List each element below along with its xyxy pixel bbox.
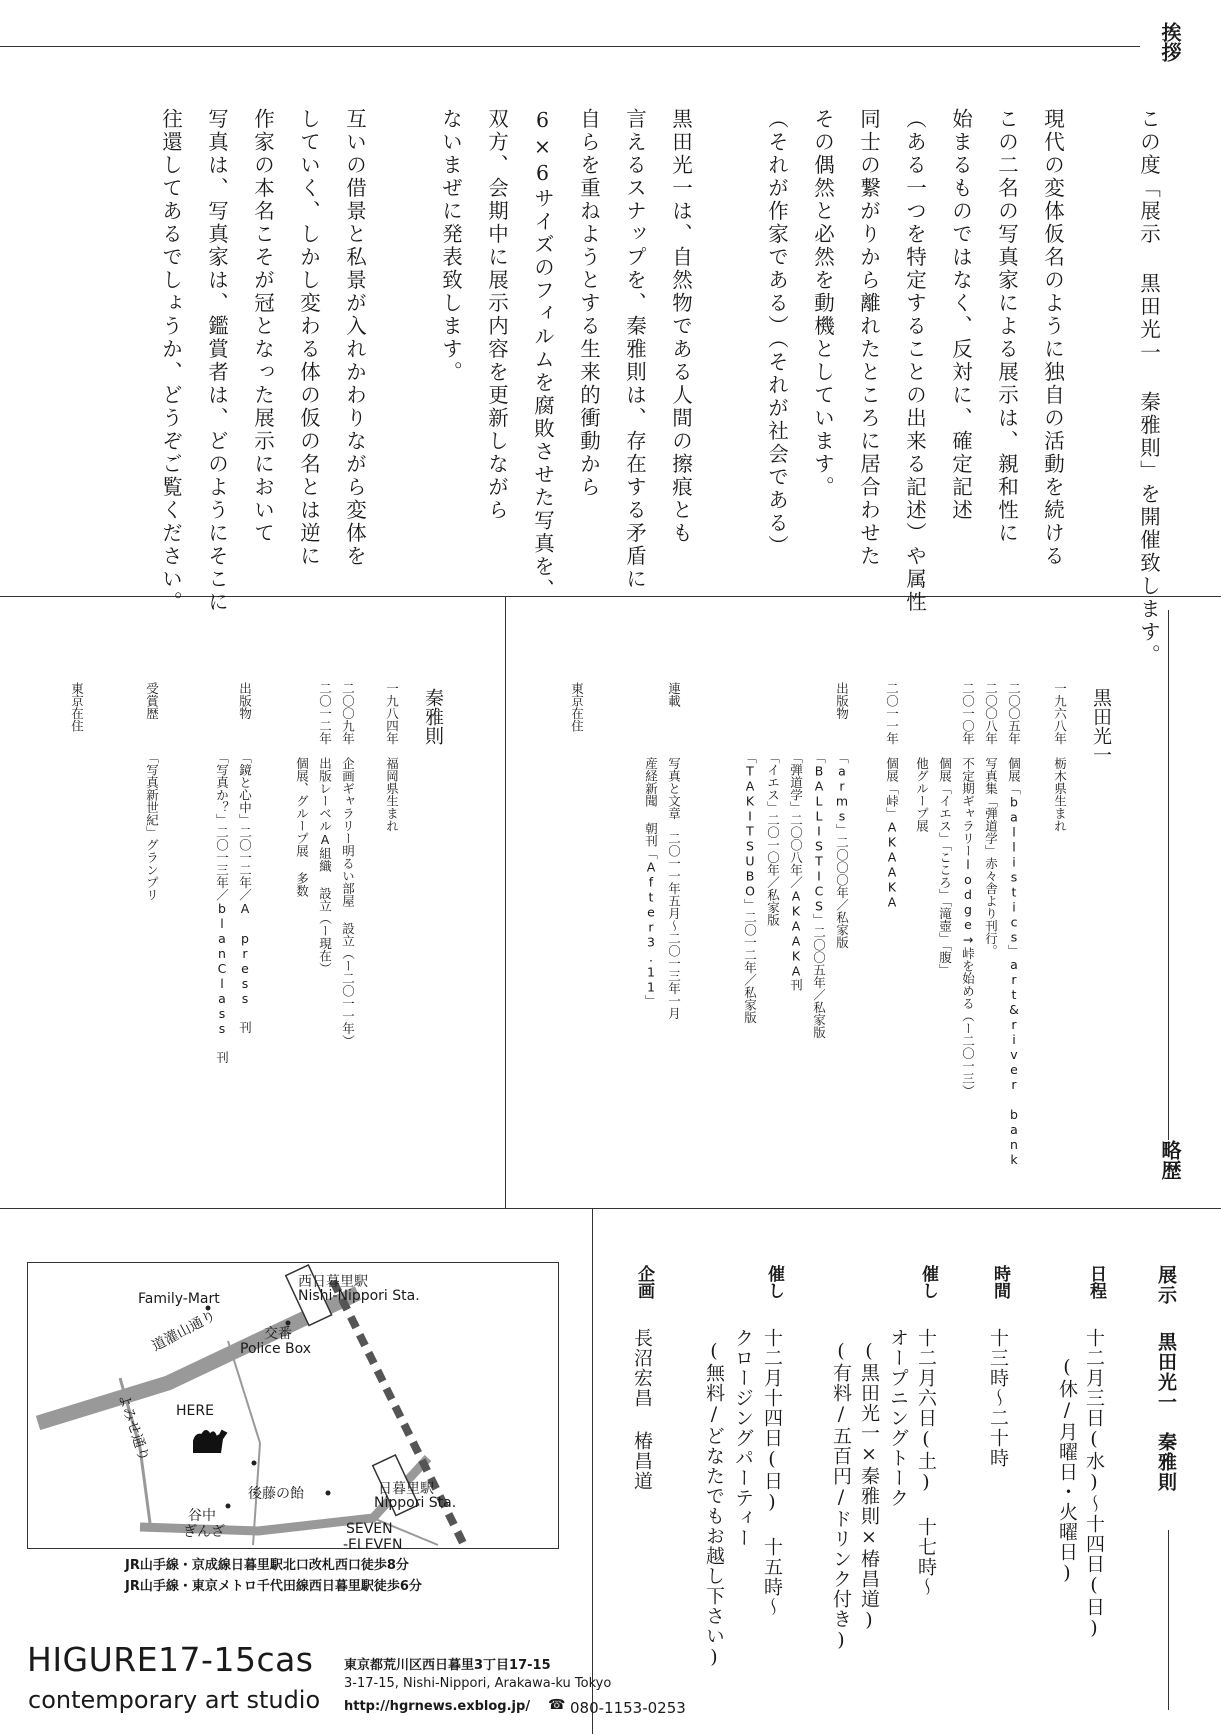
hata-bio-line: 二〇一二年 出版レーベルA組織 設立（ー現在） [317,682,333,975]
yanaka-label-1: 谷中 [188,1508,216,1524]
kuroda-bio-line: 連載 写真と文章 二〇一一年五月〜二〇一三年一月 [666,682,682,1020]
greeting-column: （それが作家である）（それが社会である） [764,108,789,558]
venue-logo-sub: contemporary art studio [28,1686,321,1714]
seven-eleven-dot [326,1491,331,1496]
schedule-label: 日程 [1086,1265,1106,1299]
kuroda-bio-line: 「イエス」二〇一〇年／私家版 [765,682,781,926]
kuroda-bio-line: 二〇一〇年 不定期ギャラリーlodge→峠を始める（ー二〇一三） [960,682,976,1097]
event1-date: 十二月六日(土) 十七時〜 [915,1328,937,1597]
event2-date: 十二月十四日(日) 十五時〜 [761,1328,783,1617]
greeting-column: 黒田光一は、自然物である人間の擦痕とも [668,108,693,545]
exhibition-heading-rule [1168,1530,1169,1710]
greeting-column: 互いの借景と私景が入れかわりながら変体を [342,108,367,568]
closed-days: (休/月曜日・火曜日) [1056,1356,1078,1585]
kuroda-bio-line: 産経新聞 朝刊「After3.11」 [643,682,659,1007]
planning-label: 企画 [634,1265,654,1299]
goto-label: 後藤の飴 [248,1486,304,1502]
hata-name: 秦雅則 [422,688,444,745]
koban-label: 交番 [264,1326,292,1342]
event2-name: クロージングパーティー [732,1328,754,1548]
greeting-column: 6×6サイズのフィルムを腐敗させた写真を、 [530,108,555,602]
greeting-column: 写真は、写真家は、鑑賞者は、どのようにそこに [204,108,229,614]
kuroda-bio-line: 「弾道学」二〇〇八年／AKAAKA刊 [788,682,804,991]
kuroda-bio-line: 個展「イエス」「こころ」「滝壺」「腹」 [937,682,953,976]
kuroda-bio-line: 一九六八年 栃木県生まれ [1052,682,1068,832]
greeting-bottom-rule [0,596,1221,597]
station1-en-label: Nishi-Nippori Sta. [298,1288,420,1304]
event1-note: (有料/五百円/ドリンク付き) [830,1340,852,1652]
kuroda-bio-line: 二〇〇五年 個展「ballistics」art&river bank [1006,682,1022,1167]
kuroda-bio-line: 二〇〇八年 写真集「弾道学」赤々舎より刊行。 [983,682,999,957]
hata-bio-line: 「写真か？」二〇一三年／blanClass 刊 [214,682,230,1064]
greeting-column: 往還してあるでしょうか、どうぞご覧ください。 [158,108,183,614]
map-drawing [28,1263,558,1548]
kuroda-bio-line: 出版物 「arms」二〇〇〇年／私家版 [834,682,850,949]
venue-address-ja: 東京都荒川区西日暮里3丁目17-15 [344,1658,551,1673]
seven-label-1: SEVEN [346,1521,393,1537]
greeting-column: 始まるものではなく、反対に、確定記述 [948,108,973,522]
top-rule [0,46,1140,47]
kuroda-name: 黒田光一 [1090,688,1112,764]
yanaka-label-2: ぎんざ [183,1524,225,1540]
greeting-column: （ある一つを特定することの出来る記述）や属性 [902,108,927,614]
venue-url[interactable]: http://hgrnews.exblog.jp/ [344,1699,531,1714]
street1-label: 道灌山通り [149,1307,219,1355]
event1-name: オープニングトーク [887,1328,909,1508]
kuroda-bio-line: 「TAKITSUBO」二〇一二年／私家版 [742,682,758,1024]
hata-bio-line: 出版物 「鏡と心中」二〇一二年／A press 刊 [237,682,253,1034]
hata-bio-line: 一九八四年 福岡県生まれ [384,682,400,832]
greeting-column: この度「展示 黒田光一 秦雅則」を開催致します。 [1136,108,1161,667]
kuroda-bio-line: 二〇一一年 個展「峠」AKAAKA [884,682,900,910]
profile-heading: 略歴 [1158,1140,1182,1180]
profile-divider [505,596,506,1208]
hata-bio-line: 受賞歴 「写真新世紀」グランプリ [144,682,160,901]
profile-heading-rule [1168,610,1169,1140]
venue-phone: 080-1153-0253 [570,1699,686,1717]
venue-logo: HIGURE17-15cas [27,1640,314,1679]
greeting-column: していく、しかし変わる体の仮の名とは逆に [296,108,321,568]
venue-address-en: 3-17-15, Nishi-Nippori, Arakawa-ku Tokyo [344,1676,612,1691]
access-line-2: JR山手線・東京メトロ千代田線西日暮里駅徒歩6分 [125,1579,422,1594]
greeting-column: 作家の本名こそが冠となった展示において [250,108,275,545]
family-mart-label: Family-Mart [138,1291,220,1307]
access-map [27,1262,559,1553]
hata-bio-line: 個展、グループ展 多数 [294,682,310,897]
greeting-heading: 挨拶 [1158,22,1182,62]
greeting-column: この二名の写真家による展示は、親和性に [994,108,1019,545]
greeting-column: 同士の繋がりから離れたところに居合わせた [856,108,881,568]
greeting-column: ないまぜに発表致します。 [438,108,463,384]
bottom-divider [592,1208,593,1734]
kuroda-bio-line: 「BALLISTICS」二〇〇五年／私家版 [811,682,827,1039]
event1-label: 催し [918,1265,938,1299]
schedule-value: 十二月三日(水)〜十四日(日) [1083,1328,1105,1640]
kuroda-bio-line: 東京在住 [569,682,585,732]
exhibition-title-label: 展示 [1155,1265,1177,1305]
event2-label: 催し [764,1265,784,1299]
greeting-column: 自らを重ねようとする生来的衝動から [576,108,601,499]
planning-value: 長沼宏昌 椿昌道 [631,1328,653,1491]
yanaka-dot [226,1504,231,1509]
station2-en-label: Nippori Sta. [374,1495,457,1511]
police-box-label: Police Box [240,1341,312,1357]
hata-bio-line: 二〇〇九年 企画ギャラリー明るい部屋 設立（ー二〇一一年） [340,682,356,1047]
greeting-column: 現代の変体仮名のように独自の活動を続ける [1040,108,1065,568]
hata-bio-line: 東京在住 [69,682,85,732]
phone-icon: ☎ [548,1697,566,1713]
here-label: HERE [176,1403,214,1419]
event1-people: (黒田光一×秦雅則×椿昌道) [858,1340,880,1632]
access-line-1: JR山手線・京成線日暮里駅北口改札西口徒歩8分 [125,1558,409,1573]
goto-dot [252,1461,257,1466]
camel-icon [194,1431,226,1453]
profile-bottom-rule [0,1208,1221,1209]
station2-ja-label: 日暮里駅 [378,1481,434,1497]
greeting-column: 言えるスナップを、秦雅則は、存在する矛盾に [622,108,647,591]
hours-label: 時間 [990,1265,1010,1299]
seven-label-2: -ELEVEN [343,1537,403,1553]
station1-ja-label: 西日暮里駅 [298,1274,368,1290]
hours-value: 十三時〜二十時 [987,1328,1009,1468]
exhibition-title: 黒田光一 秦雅則 [1155,1332,1177,1492]
event2-note: (無料/どなたでもお越し下さい) [703,1340,725,1669]
kuroda-bio-line: 他グループ展 [914,682,930,832]
greeting-column: その偶然と必然を動機としています。 [810,108,835,499]
street2-label: よみせ通り [114,1391,152,1464]
greeting-column: 双方、会期中に展示内容を更新しながら [484,108,509,522]
